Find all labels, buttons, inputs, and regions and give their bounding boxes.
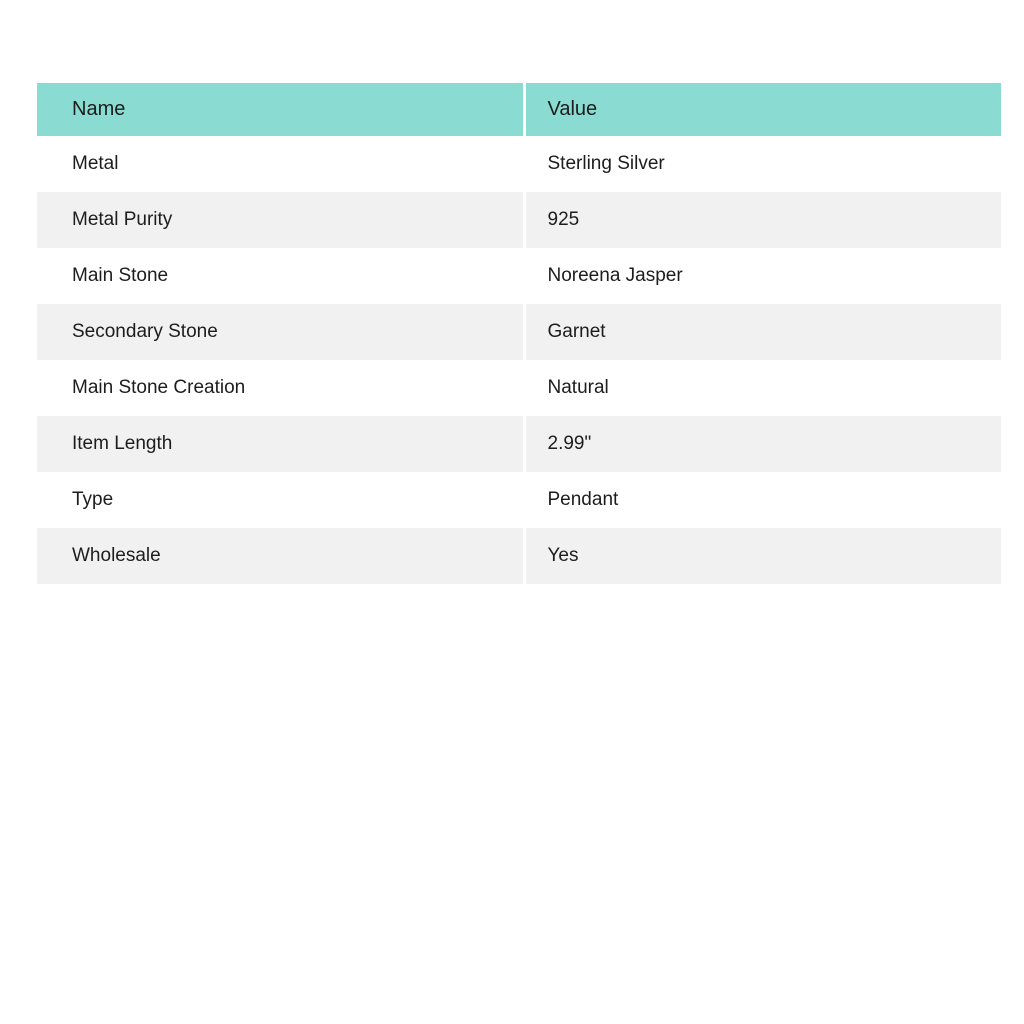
column-header-value: Value — [524, 83, 1001, 136]
table-header-row — [37, 83, 1001, 136]
table-row — [37, 304, 1001, 360]
row-name: Metal Purity — [37, 192, 524, 248]
row-name: Wholesale — [37, 528, 524, 584]
row-name: Metal — [37, 136, 524, 192]
table-row — [37, 528, 1001, 584]
table-row — [37, 192, 1001, 248]
row-value: Garnet — [524, 304, 1001, 360]
specification-table — [37, 83, 1001, 584]
column-header-name: Name — [37, 83, 524, 136]
table-row — [37, 136, 1001, 192]
row-value: Natural — [524, 360, 1001, 416]
row-name: Type — [37, 472, 524, 528]
row-value: Yes — [524, 528, 1001, 584]
row-name: Main Stone Creation — [37, 360, 524, 416]
table-row — [37, 472, 1001, 528]
row-value: 925 — [524, 192, 1001, 248]
row-name: Secondary Stone — [37, 304, 524, 360]
table-row — [37, 360, 1001, 416]
row-name: Main Stone — [37, 248, 524, 304]
table-row — [37, 248, 1001, 304]
row-value: 2.99" — [524, 416, 1001, 472]
row-value: Pendant — [524, 472, 1001, 528]
row-value: Noreena Jasper — [524, 248, 1001, 304]
row-value: Sterling Silver — [524, 136, 1001, 192]
table-row — [37, 416, 1001, 472]
table-header — [37, 83, 1001, 136]
row-name: Item Length — [37, 416, 524, 472]
table-body — [37, 136, 1001, 584]
